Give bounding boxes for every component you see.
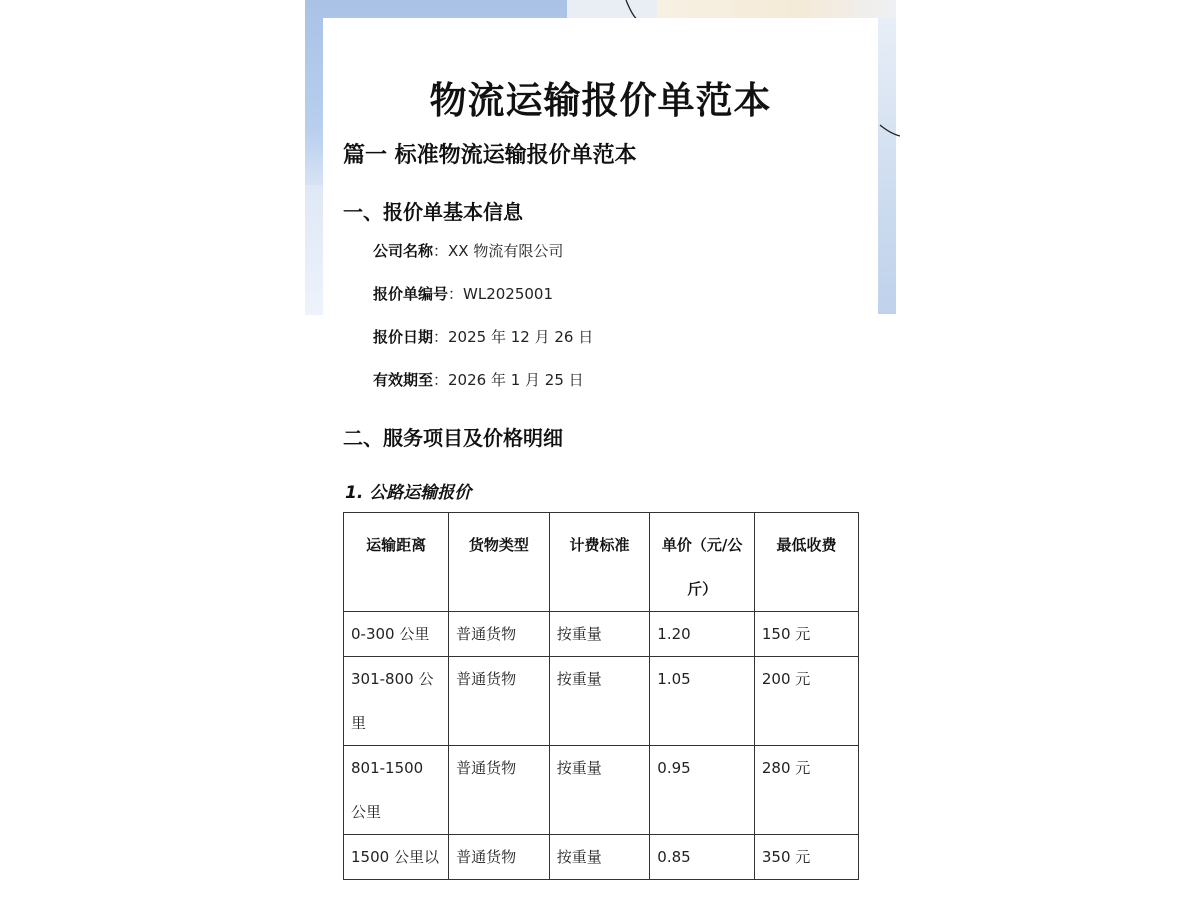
info-label: 报价日期 [373,328,434,346]
info-valid-until [373,369,584,390]
col-header-unit-price: 单价（元/公斤） [650,513,755,612]
cell-billing-basis: 按重量 [549,746,650,835]
table-row [344,657,859,746]
cell-billing-basis: 按重量 [549,835,650,880]
cell-distance: 0-300 公里 [344,612,449,657]
cell-billing-basis: 按重量 [549,612,650,657]
table-header-row [344,513,859,612]
section2-heading: 二、服务项目及价格明细 [343,426,563,450]
document-page [323,18,878,900]
document-title: 物流运输报价单范本 [429,79,772,122]
info-value: ：XX 物流有限公司 [433,242,564,260]
cell-unit-price: 0.95 [650,746,755,835]
info-label: 报价单编号 [373,285,449,303]
cell-min-charge: 150 元 [754,612,858,657]
table-row [344,612,859,657]
cell-cargo-type: 普通货物 [449,612,550,657]
info-value: ：2025 年 12 月 26 日 [433,328,594,346]
col-header-min-charge: 最低收费 [754,513,858,612]
cell-distance: 1500 公里以 [344,835,449,880]
cell-cargo-type: 普通货物 [449,657,550,746]
price-table [343,512,859,880]
info-value: ：WL2025001 [448,285,554,303]
cell-unit-price: 1.20 [650,612,755,657]
info-quote-number [373,283,553,304]
cell-min-charge: 280 元 [754,746,858,835]
background-light-strip [305,185,323,315]
cell-unit-price: 0.85 [650,835,755,880]
table-row [344,835,859,880]
cell-cargo-type: 普通货物 [449,746,550,835]
col-header-billing-basis: 计费标准 [549,513,650,612]
info-label: 有效期至 [373,371,434,389]
cell-distance: 301-800 公里 [344,657,449,746]
info-quote-date [373,326,593,347]
cell-min-charge: 350 元 [754,835,858,880]
table-row [344,746,859,835]
col-header-cargo-type: 货物类型 [449,513,550,612]
road-transport-subheading: 1. 公路运输报价 [345,483,472,503]
cell-cargo-type: 普通货物 [449,835,550,880]
info-company-name [373,240,563,261]
cell-unit-price: 1.05 [650,657,755,746]
cell-billing-basis: 按重量 [549,657,650,746]
info-label: 公司名称 [373,242,434,260]
cell-distance: 801-1500 公里 [344,746,449,835]
section1-heading: 一、报价单基本信息 [343,200,523,224]
part-heading: 篇一 标准物流运输报价单范本 [343,143,637,168]
info-value: ：2026 年 1 月 25 日 [433,371,584,389]
cell-min-charge: 200 元 [754,657,858,746]
col-header-distance: 运输距离 [344,513,449,612]
